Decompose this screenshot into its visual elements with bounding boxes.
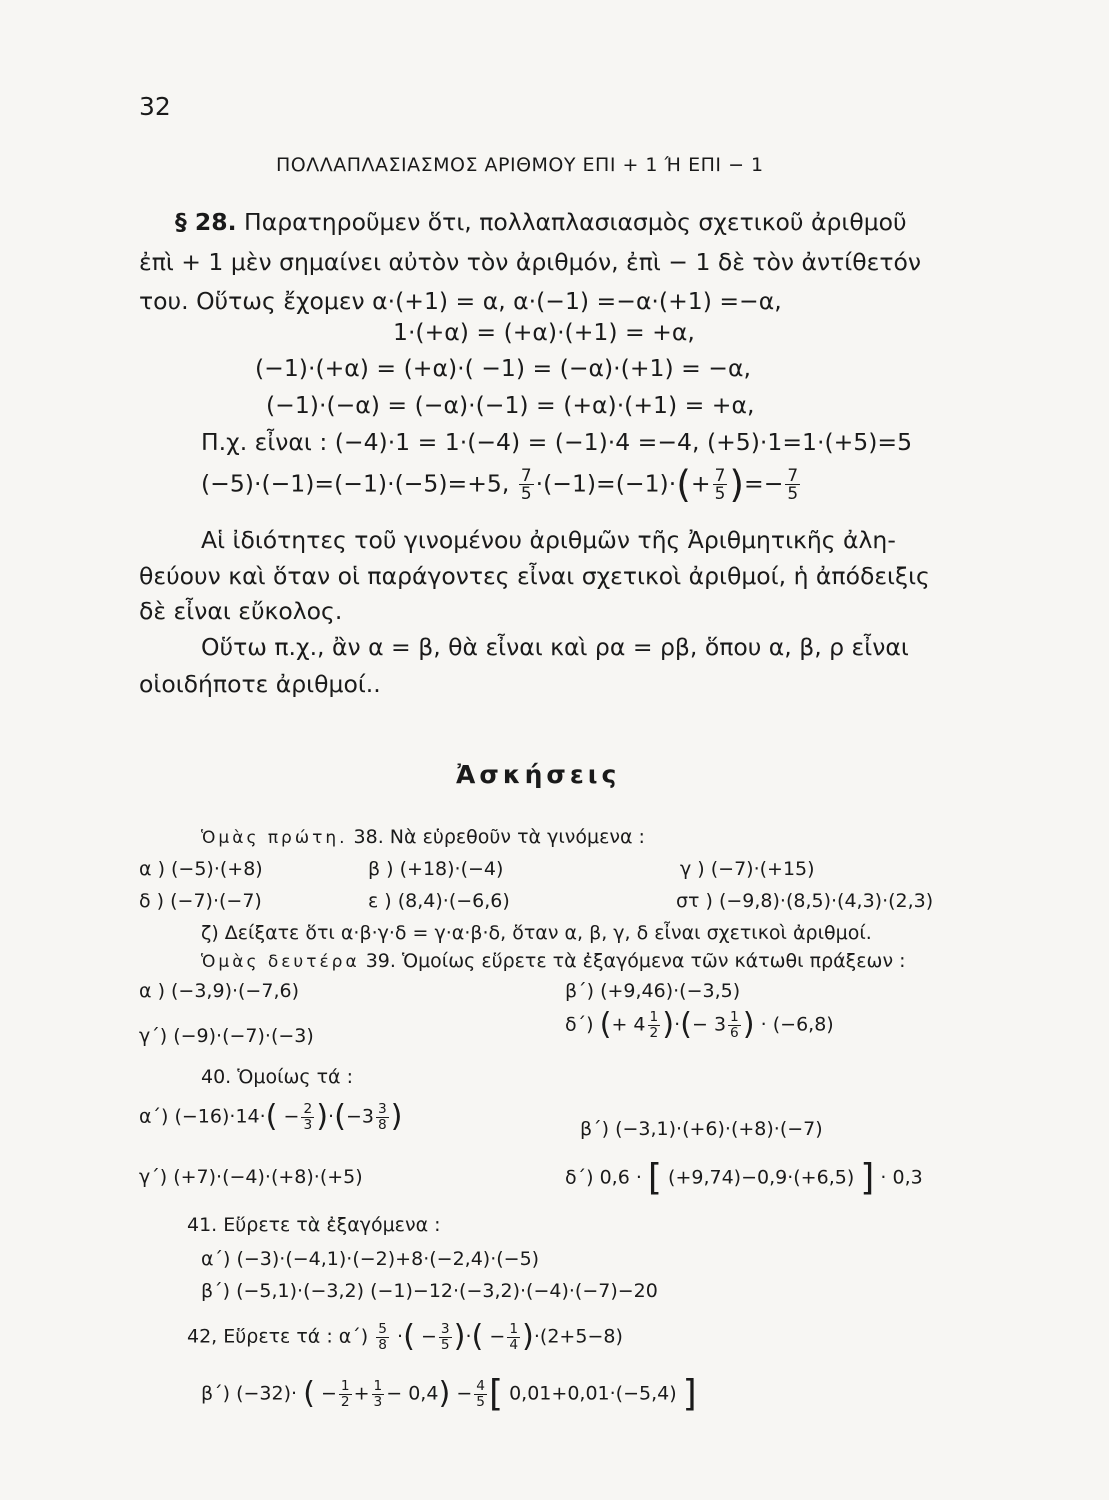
equation-4: Π.χ. εἶναι : (−4)·1 = 1·(−4) = (−1)·4 =−4, (+5)·1=1·(+5)=5 [201, 428, 913, 456]
equation-2: (−1)·(+α) = (+α)·( −1) = (−α)·(+1) = −α, [255, 354, 751, 382]
ex42-tail: ·(2+5−8) [533, 1325, 623, 1348]
ex39-d: δ΄) (+ 4 $\frac{1}{2}$ )·(− 3 $\frac{1}{6}$ ) · (−6,8) [565, 1007, 834, 1042]
ex39-a: α ) (−3,9)·(−7,6) [139, 980, 299, 1002]
ex42-b-inner: 0,01+0,01·(−5,4) [509, 1382, 677, 1405]
fraction: $\frac{7}{5}$ [520, 464, 532, 504]
section-line-2: ἐπὶ + 1 μὲν σημαίνει αὐτὸν τὸν ἀριθμόν, ἐπὶ − 1 δὲ τὸν ἀντίθετόν [139, 248, 921, 276]
ex42-label: 42, Εὕρετε τά : α΄) [187, 1325, 369, 1348]
equation-3: (−1)·(−α) = (−α)·(−1) = (+α)·(+1) = +α, [266, 391, 755, 419]
paragraph-line-2: θεύουν καὶ ὅταν οἱ παράγοντες εἶναι σχετικοὶ ἀριθμοί, ἡ ἀπόδειξις [139, 562, 930, 590]
section-line-1 [175, 208, 907, 236]
ex40-d-tail: · 0,3 [880, 1166, 923, 1189]
paragraph-line-4: Οὕτω π.χ., ἂν α = β, θὰ εἶναι καὶ ρα = ρβ, ὅπου α, β, ρ εἶναι [201, 633, 909, 661]
exercise-42-a: 42, Εὕρετε τά : α΄) $\frac{5}{8}$ ·( − $\frac{3}{5}$ )·( − $\frac{1}{4}$ )·(2+5−8) [187, 1319, 623, 1354]
section-line-3: του. Οὕτως ἔχομεν α·(+1) = α, α·(−1) =−α·(+1) =−α, [139, 287, 782, 315]
ex42-b-label: β΄) (−32)· [201, 1382, 298, 1405]
ex40-d: δ΄) 0,6 · [ (+9,74)−0,9·(+6,5) ] · 0,3 [565, 1157, 923, 1199]
ex39-d-tail: · (−6,8) [760, 1013, 834, 1036]
ex39-b: β΄) (+9,46)·(−3,5) [565, 980, 741, 1002]
ex40-g: γ΄) (+7)·(−4)·(+8)·(+5) [139, 1166, 363, 1188]
exercise-39-text: 39. Ὁμοίως εὕρετε τὰ ἐξαγόμενα τῶν κάτωθι πράξεων : [365, 950, 906, 972]
ex38-b: β ) (+18)·(−4) [368, 858, 504, 880]
fraction: $\frac{7}{5}$ [714, 464, 726, 504]
ex41-a: α΄) (−3)·(−4,1)·(−2)+8·(−2,4)·(−5) [201, 1248, 540, 1270]
running-header: ΠΟΛΛΑΠΛΑΣΙΑΣΜΟΣ ΑΡΙΘΜΟΥ ΕΠΙ + 1 Ή ΕΠΙ − 1 [276, 154, 764, 176]
ex38-a: α ) (−5)·(+8) [139, 858, 263, 880]
exercise-42-b: β΄) (−32)· ( − $\frac{1}{2}$ + $\frac{1}{3}$ − 0,4) − $\frac{4}{5}$ [ 0,01+0,01·(−5,4) ] [201, 1373, 697, 1415]
equation-1: 1·(+α) = (+α)·(+1) = +α, [393, 318, 695, 346]
group-2-label: Ὁμὰς δευτέρα [201, 952, 360, 972]
ex40-a-label: α΄) (−16)·14· [139, 1105, 266, 1128]
section-line-1-text: Παρατηροῦμεν ὅτι, πολλαπλασιασμὸς σχετικοῦ ἀριθμοῦ [244, 208, 907, 236]
equation-5-part-b: ·(−1)=(−1)· [535, 469, 677, 498]
equation-5: (−5)·(−1)=(−1)·(−5)=+5, $\frac{7}{5}$ ·(−1)=(−1)·(+ $\frac{7}{5}$ )=− $\frac{7}{5}$ [201, 462, 799, 506]
group-1-label: Ὁμὰς πρώτη. [201, 828, 348, 848]
page-number: 32 [139, 92, 171, 121]
ex38-g: γ ) (−7)·(+15) [680, 858, 815, 880]
ex40-b: β΄) (−3,1)·(+6)·(+8)·(−7) [580, 1118, 823, 1140]
ex39-d-label: δ΄) [565, 1013, 594, 1036]
ex38-z: ζ) Δείξατε ὅτι α·β·γ·δ = γ·α·β·δ, ὅταν α, β, γ, δ εἶναι σχετικοὶ ἀριθμοί. [201, 922, 872, 944]
ex38-d: δ ) (−7)·(−7) [139, 890, 262, 912]
ex39-g: γ΄) (−9)·(−7)·(−3) [139, 1025, 314, 1047]
section-mark: § 28. [175, 208, 237, 236]
exercise-39-heading [201, 950, 906, 972]
ex38-st: στ ) (−9,8)·(8,5)·(4,3)·(2,3) [676, 890, 934, 912]
ex41-b: β΄) (−5,1)·(−3,2) (−1)−12·(−3,2)·(−4)·(−7)−20 [201, 1280, 658, 1302]
exercise-41-heading: 41. Εὕρετε τὰ ἐξαγόμενα : [187, 1214, 441, 1236]
exercise-40-heading: 40. Ὁμοίως τά : [201, 1066, 354, 1088]
ex40-d-label: δ΄) 0,6 · [565, 1166, 642, 1189]
exercise-38-heading [201, 826, 645, 848]
paragraph-line-5: οἱοιδήποτε ἀριθμοί.. [139, 670, 381, 698]
equation-5-part-a: (−5)·(−1)=(−1)·(−5)=+5, [201, 469, 510, 498]
fraction: $\frac{7}{5}$ [787, 464, 799, 504]
paragraph-line-1: Αἱ ἰδιότητες τοῦ γινομένου ἀριθμῶν τῆς Ἀριθμητικῆς ἀλη- [201, 526, 896, 554]
ex38-e: ε ) (8,4)·(−6,6) [368, 890, 510, 912]
exercises-title: Ἀσκήσεις [456, 760, 621, 789]
exercise-38-text: 38. Νὰ εὑρεθοῦν τὰ γινόμενα : [353, 826, 645, 848]
paragraph-line-3: δὲ εἶναι εὔκολος. [139, 597, 343, 625]
ex40-d-inner: (+9,74)−0,9·(+6,5) [668, 1166, 855, 1189]
equation-5-part-c: =− [744, 469, 784, 498]
ex40-a: α΄) (−16)·14·( − $\frac{2}{3}$ )·(−3 $\frac{3}{8}$ ) [139, 1099, 403, 1134]
